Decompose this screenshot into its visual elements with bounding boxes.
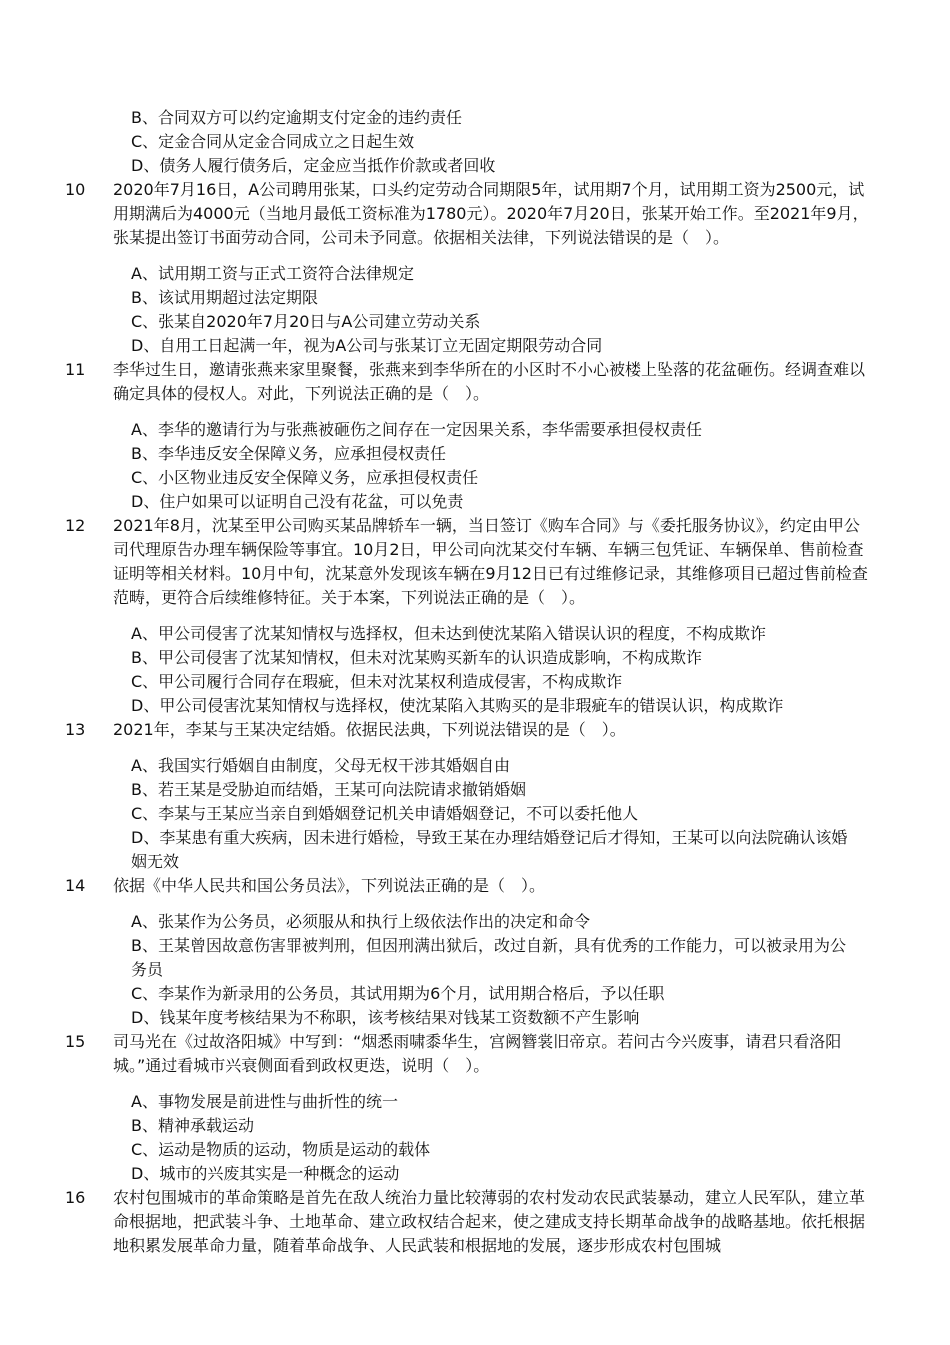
question-12 (0, 514, 950, 610)
option-item: D、自用工日起满一年，视为A公司与张某订立无固定期限劳动合同 (131, 336, 603, 355)
question-number: 14 (65, 876, 86, 895)
option-item: A、事物发展是前进性与曲折性的统一 (131, 1092, 398, 1111)
question-15 (0, 1030, 950, 1078)
option-item: C、运动是物质的运动，物质是运动的载体 (131, 1140, 431, 1159)
option-item: B、若王某是受胁迫而结婚，王某可向法院请求撤销婚姻 (131, 780, 526, 799)
option-item: D、债务人履行债务后，定金应当抵作价款或者回收 (131, 156, 496, 175)
option-item: C、张某自2020年7月20日与A公司建立劳动关系 (131, 312, 481, 331)
option-item: C、甲公司履行合同存在瑕疵，但未对沈某权利造成侵害，不构成欺诈 (131, 672, 623, 691)
option-item: C、李某作为新录用的公务员，其试用期为6个月，试用期合格后，予以任职 (131, 984, 665, 1003)
question-number: 13 (65, 720, 86, 739)
question-11 (0, 358, 950, 406)
question-number: 11 (65, 360, 86, 379)
option-item: B、王某曾因故意伤害罪被判刑，但因刑满出狱后，改过自新，具有优秀的工作能力，可以被录用为公务员 (131, 936, 846, 979)
question-stem: 2021年，李某与王某决定结婚。依据民法典，下列说法错误的是（ ）。 (113, 720, 626, 739)
question-14 (0, 874, 950, 898)
question-stem: 李华过生日，邀请张燕来家里聚餐，张燕来到李华所在的小区时不小心被楼上坠落的花盆砸伤。经调查难以确定具体的侵权人。对此，下列说法正确的是（ ）。 (113, 360, 866, 403)
question-stem: 农村包围城市的革命策略是首先在敌人统治力量比较薄弱的农村发动农民武装暴动，建立人民军队，建立革命根据地，把武装斗争、土地革命、建立政权结合起来，使之建成支持长期革命战争的战略基地。依托根据地积累发展革命力量，随着革命战争、人民武装和根据地的发展，逐步形成农村包围城 (113, 1188, 866, 1255)
option-item: A、试用期工资与正式工资符合法律规定 (131, 264, 414, 283)
question-number: 10 (65, 180, 86, 199)
option-item: B、李华违反安全保障义务，应承担侵权责任 (131, 444, 446, 463)
lead-options (0, 106, 950, 178)
option-item: A、张某作为公务员，必须服从和执行上级依法作出的决定和命令 (131, 912, 590, 931)
question-number: 16 (65, 1188, 86, 1207)
exam-page (0, 106, 950, 1258)
option-item: A、甲公司侵害了沈某知情权与选择权，但未达到使沈某陷入错误认识的程度，不构成欺诈 (131, 624, 766, 643)
question-number: 15 (65, 1032, 86, 1051)
question-13 (0, 718, 950, 742)
question-16 (0, 1186, 950, 1258)
question-stem: 2020年7月16日，A公司聘用张某，口头约定劳动合同期限5年，试用期7个月，试用期工资为2500元，试用期满后为4000元（当地月最低工资标准为1780元）。2020年7月20日，张某开始工作。至2021年9月，张某提出签订书面劳动合同，公司未予同意。依据相关法律，下列说法错误的是（ ）。 (113, 180, 869, 247)
option-item: A、我国实行婚姻自由制度，父母无权干涉其婚姻自由 (131, 756, 510, 775)
option-item: C、李某与王某应当亲自到婚姻登记机关申请婚姻登记，不可以委托他人 (131, 804, 639, 823)
option-item: D、钱某年度考核结果为不称职，该考核结果对钱某工资数额不产生影响 (131, 1008, 640, 1027)
option-item: C、定金合同从定金合同成立之日起生效 (131, 132, 415, 151)
option-item: C、小区物业违反安全保障义务，应承担侵权责任 (131, 468, 479, 487)
question-stem: 2021年8月，沈某至甲公司购买某品牌轿车一辆，当日签订《购车合同》与《委托服务协议》，约定由甲公司代理原告办理车辆保险等事宜。10月2日，甲公司向沈某交付车辆、车辆三包凭证、车辆保单、售前检查证明等相关材料。10月中旬，沈某意外发现该车辆在9月12日已有过维修记录，其维修项目已超过售前检查范畴，更符合后续维修特征。关于本案，下列说法正确的是（ ）。 (113, 516, 868, 607)
option-item: B、该试用期超过法定期限 (131, 288, 318, 307)
option-item: D、李某患有重大疾病，因未进行婚检，导致王某在办理结婚登记后才得知，王某可以向法院确认该婚姻无效 (131, 828, 848, 871)
question-stem: 司马光在《过故洛阳城》中写到：“烟悉雨啸黍华生，宫阙簪裳旧帝京。若问古今兴废事，请君只看洛阳城。”通过看城市兴衰侧面看到政权更迭，说明（ ）。 (113, 1032, 842, 1075)
option-item: A、李华的邀请行为与张燕被砸伤之间存在一定因果关系，李华需要承担侵权责任 (131, 420, 702, 439)
option-item: D、城市的兴废其实是一种概念的运动 (131, 1164, 400, 1183)
option-item: D、住户如果可以证明自己没有花盆，可以免责 (131, 492, 464, 511)
option-item: B、合同双方可以约定逾期支付定金的违约责任 (131, 108, 462, 127)
option-item: B、甲公司侵害了沈某知情权，但未对沈某购买新车的认识造成影响，不构成欺诈 (131, 648, 702, 667)
question-number: 12 (65, 516, 86, 535)
option-item: D、甲公司侵害沈某知情权与选择权，使沈某陷入其购买的是非瑕疵车的错误认识，构成欺诈 (131, 696, 784, 715)
question-10 (0, 178, 950, 250)
question-stem: 依据《中华人民共和国公务员法》，下列说法正确的是（ ）。 (113, 876, 546, 895)
option-item: B、精神承载运动 (131, 1116, 254, 1135)
